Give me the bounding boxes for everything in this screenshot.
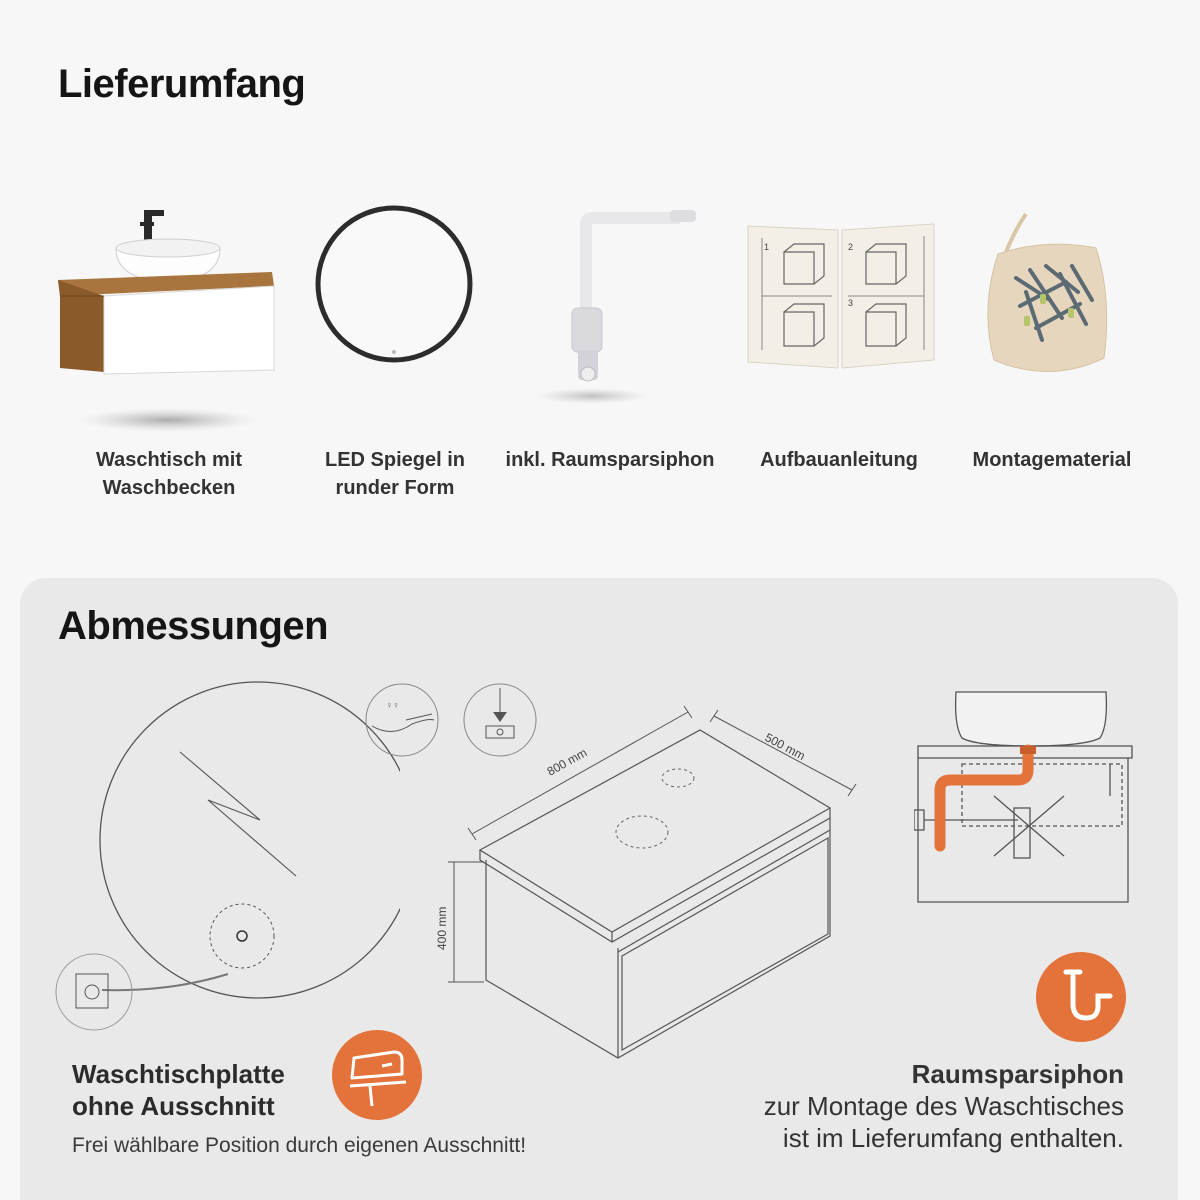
hardware-bag-icon <box>976 208 1126 388</box>
caption-mirror: LED Spiegel in runder Form <box>324 449 466 499</box>
siphon-icon <box>530 200 710 410</box>
manual-icon <box>744 222 940 372</box>
countertop-feature-text: Frei wählbare Position durch eigenen Ausschnitt! <box>72 1134 527 1157</box>
siphon-feature-title: Raumsparsiphon <box>911 1059 1124 1089</box>
manual-step-1: 1 <box>764 242 770 252</box>
round-mirror-icon <box>308 198 480 370</box>
siphon-install-drawing <box>914 686 1140 910</box>
caption-vanity: Waschtisch mit Waschbecken <box>96 449 242 499</box>
svg-text:♀♀: ♀♀ <box>386 700 400 710</box>
caption-hardware: Montagematerial <box>972 449 1132 471</box>
siphon-feature-text: Raumsparsiphon zur Montage des Waschtisches ist im Lieferumfang enthalten. <box>664 1058 1124 1154</box>
depth-label: 500 mm <box>762 730 808 764</box>
mirror-drawing <box>40 670 400 1040</box>
siphon-pipe-icon <box>1036 952 1126 1042</box>
scope-title: Lieferumfang <box>58 62 306 106</box>
countertop-feature-title: Waschtischplatte ohne Ausschnitt <box>72 1059 285 1121</box>
width-label: 800 mm <box>544 745 590 779</box>
caption-manual: Aufbauanleitung <box>760 449 918 471</box>
manual-step-2: 2 <box>848 242 854 252</box>
vanity-unit-icon <box>50 200 286 440</box>
cabinet-drawing <box>430 700 870 1070</box>
jigsaw-icon <box>332 1030 422 1120</box>
height-label: 400 mm <box>435 906 449 950</box>
caption-siphon: inkl. Raumsparsiphon <box>505 449 715 471</box>
manual-step-3: 3 <box>848 298 854 308</box>
dimensions-title: Abmessungen <box>58 604 329 648</box>
